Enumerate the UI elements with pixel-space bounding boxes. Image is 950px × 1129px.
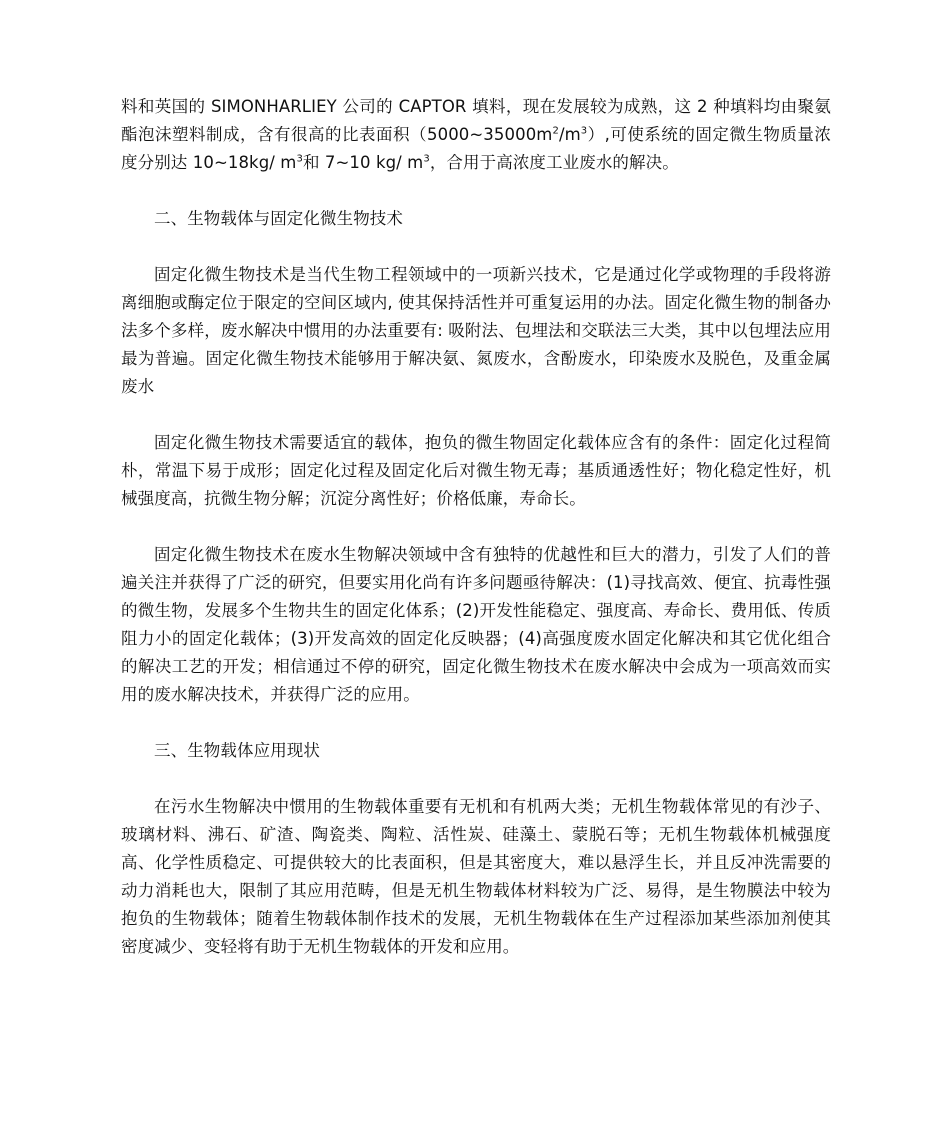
superscript-3: 3 [580,125,588,137]
section2-paragraph-1: 固定化微生物技术是当代生物工程领域中的一项新兴技术，它是通过化学或物理的手段将游离细胞或酶定位于限定的空间区域内, 使其保持活性并可重复运用的办法。固定化微生物的制备办法多个多样，废水解决中惯用的办法重要有: 吸附法、包埋法和交联法三大类，其中以包埋法应用最为普遍。固定化微生物技术能够用于解决氨、氮废水，含酚废水，印染废水及脱色，及重金属废水 [121,265,831,396]
section2-paragraph-3: 固定化微生物技术在废水生物解决领域中含有独特的优越性和巨大的潜力，引发了人们的普遍关注并获得了广泛的研究，但要实用化尚有许多问题亟待解决：(1)寻找高效、便宜、抗毒性强的微生物，发展多个生物共生的固定化体系；(2)开发性能稳定、强度高、寿命长、费用低、传质阻力小的固定化载体；(3)开发高效的固定化反映器；(4)高强度废水固定化解决和其它优化组合的解决工艺的开发；相信通过不停的研究，固定化微生物技术在废水解决中会成为一项高效而实用的废水解决技术，并获得广泛的应用。 [121,545,831,704]
intro-text-2: /m [558,125,581,144]
intro-text-4: 和 7~10 kg/ m [302,153,424,172]
intro-paragraph [121,93,831,177]
intro-text-5: ，合用于高浓度工业废水的解决。 [429,153,679,172]
section-heading-3: 三、生物载体应用现状 [154,741,320,760]
intro-text-1: 料和英国的 SIMONHARLIEY 公司的 CAPTOR 填料，现在发展较为成熟，这 2 种填料均由聚氨酯泡沫塑料制成，含有很高的比表面积（5000~35000m [121,97,831,144]
section2-paragraph-2: 固定化微生物技术需要适宜的载体，抱负的微生物固定化载体应含有的条件：固定化过程简朴，常温下易于成形；固定化过程及固定化后对微生物无毒；基质通透性好；物化稳定性好，机械强度高，抗微生物分解；沉淀分离性好；价格低廉，寿命长。 [121,433,831,508]
intro-text-3: ）,可使系统的固定微生物质量浓度分别达 10~18kg/ m [121,125,832,172]
section-heading-2: 二、生物载体与固定化微生物技术 [154,209,403,228]
section3-paragraph-1: 在污水生物解决中惯用的生物载体重要有无机和有机两大类；无机生物载体常见的有沙子、玻璃材料、沸石、矿渣、陶瓷类、陶粒、活性炭、硅藻土、蒙脱石等；无机生物载体机械强度高、化学性质稳定、可提供较大的比表面积，但是其密度大，难以悬浮生长，并且反冲洗需要的动力消耗也大，限制了其应用范畴，但是无机生物载体材料较为广泛、易得，是生物膜法中较为抱负的生物载体；随着生物载体制作技术的发展，无机生物载体在生产过程添加某些添加剂使其密度减少、变轻将有助于无机生物载体的开发和应用。 [121,797,831,956]
superscript-3c: 3 [423,153,430,165]
document-page [121,93,831,989]
superscript-3b: 3 [296,153,303,165]
superscript-2: 2 [552,125,559,137]
